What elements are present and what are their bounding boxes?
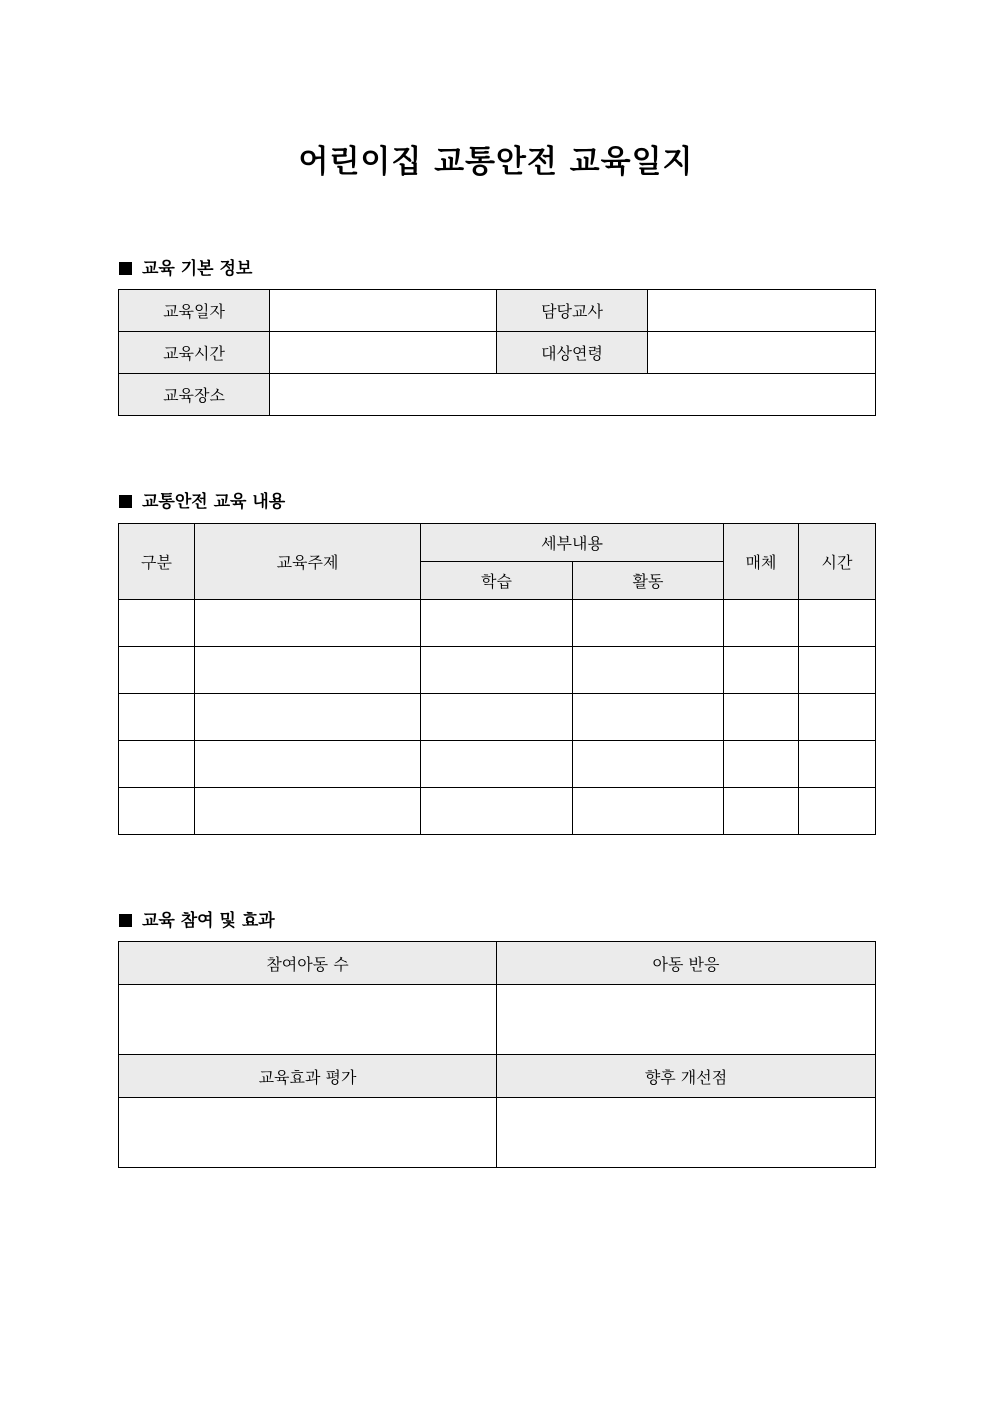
cell-media[interactable]: [724, 741, 799, 788]
table-row: [119, 741, 876, 788]
cell-topic[interactable]: [195, 600, 421, 647]
cell-media[interactable]: [724, 600, 799, 647]
cell-category[interactable]: [119, 788, 195, 835]
field-target-age[interactable]: [648, 332, 876, 374]
participation-effect-table: [118, 941, 876, 1168]
cell-time[interactable]: [799, 694, 876, 741]
section-heading-basic-info: [119, 254, 252, 279]
black-square-bullet-icon: [119, 495, 132, 508]
cell-category[interactable]: [119, 741, 195, 788]
cell-activity[interactable]: [573, 788, 724, 835]
section-heading-effect: [119, 906, 275, 931]
cell-time[interactable]: [799, 600, 876, 647]
section-heading-text: 교육 참여 및 효과: [142, 911, 275, 931]
cell-category[interactable]: [119, 600, 195, 647]
basic-info-table: [118, 289, 876, 416]
education-content-table: [118, 523, 876, 835]
field-education-place[interactable]: [270, 374, 876, 416]
cell-learning[interactable]: [421, 600, 573, 647]
section-heading-content: [119, 487, 285, 512]
field-teacher[interactable]: [648, 290, 876, 332]
cell-activity[interactable]: [573, 600, 724, 647]
table-row: [119, 694, 876, 741]
label-effect-evaluation: 교육효과 평가: [119, 1055, 497, 1098]
field-education-time[interactable]: [270, 332, 497, 374]
cell-activity[interactable]: [573, 694, 724, 741]
section-heading-text: 교육 기본 정보: [142, 259, 253, 279]
field-future-improvements[interactable]: [497, 1098, 876, 1168]
page-title: 어린이집 교통안전 교육일지: [298, 144, 694, 180]
header-activity: 활동: [573, 562, 724, 600]
cell-media[interactable]: [724, 647, 799, 694]
cell-activity[interactable]: [573, 741, 724, 788]
header-time: 시간: [799, 524, 876, 600]
label-education-date: 교육일자: [119, 290, 270, 332]
label-participants: 참여아동 수: [119, 942, 497, 985]
cell-time[interactable]: [799, 647, 876, 694]
header-topic: 교육주제: [195, 524, 421, 600]
cell-activity[interactable]: [573, 647, 724, 694]
cell-category[interactable]: [119, 647, 195, 694]
field-education-date[interactable]: [270, 290, 497, 332]
label-education-time: 교육시간: [119, 332, 270, 374]
label-education-place: 교육장소: [119, 374, 270, 416]
header-category: 구분: [119, 524, 195, 600]
header-learning: 학습: [421, 562, 573, 600]
cell-topic[interactable]: [195, 647, 421, 694]
label-teacher: 담당교사: [497, 290, 648, 332]
cell-learning[interactable]: [421, 647, 573, 694]
cell-learning[interactable]: [421, 694, 573, 741]
label-future-improvements: 향후 개선점: [497, 1055, 876, 1098]
cell-topic[interactable]: [195, 694, 421, 741]
table-row: [119, 788, 876, 835]
black-square-bullet-icon: [119, 914, 132, 927]
cell-time[interactable]: [799, 741, 876, 788]
label-target-age: 대상연령: [497, 332, 648, 374]
cell-category[interactable]: [119, 694, 195, 741]
field-effect-evaluation[interactable]: [119, 1098, 497, 1168]
field-child-reaction[interactable]: [497, 985, 876, 1055]
black-square-bullet-icon: [119, 262, 132, 275]
field-participants[interactable]: [119, 985, 497, 1055]
header-media: 매체: [724, 524, 799, 600]
cell-media[interactable]: [724, 694, 799, 741]
table-row: [119, 647, 876, 694]
cell-media[interactable]: [724, 788, 799, 835]
section-heading-text: 교통안전 교육 내용: [142, 492, 286, 512]
cell-learning[interactable]: [421, 788, 573, 835]
table-row: [119, 600, 876, 647]
cell-time[interactable]: [799, 788, 876, 835]
label-child-reaction: 아동 반응: [497, 942, 876, 985]
cell-learning[interactable]: [421, 741, 573, 788]
cell-topic[interactable]: [195, 788, 421, 835]
header-details: 세부내용: [421, 524, 724, 562]
cell-topic[interactable]: [195, 741, 421, 788]
